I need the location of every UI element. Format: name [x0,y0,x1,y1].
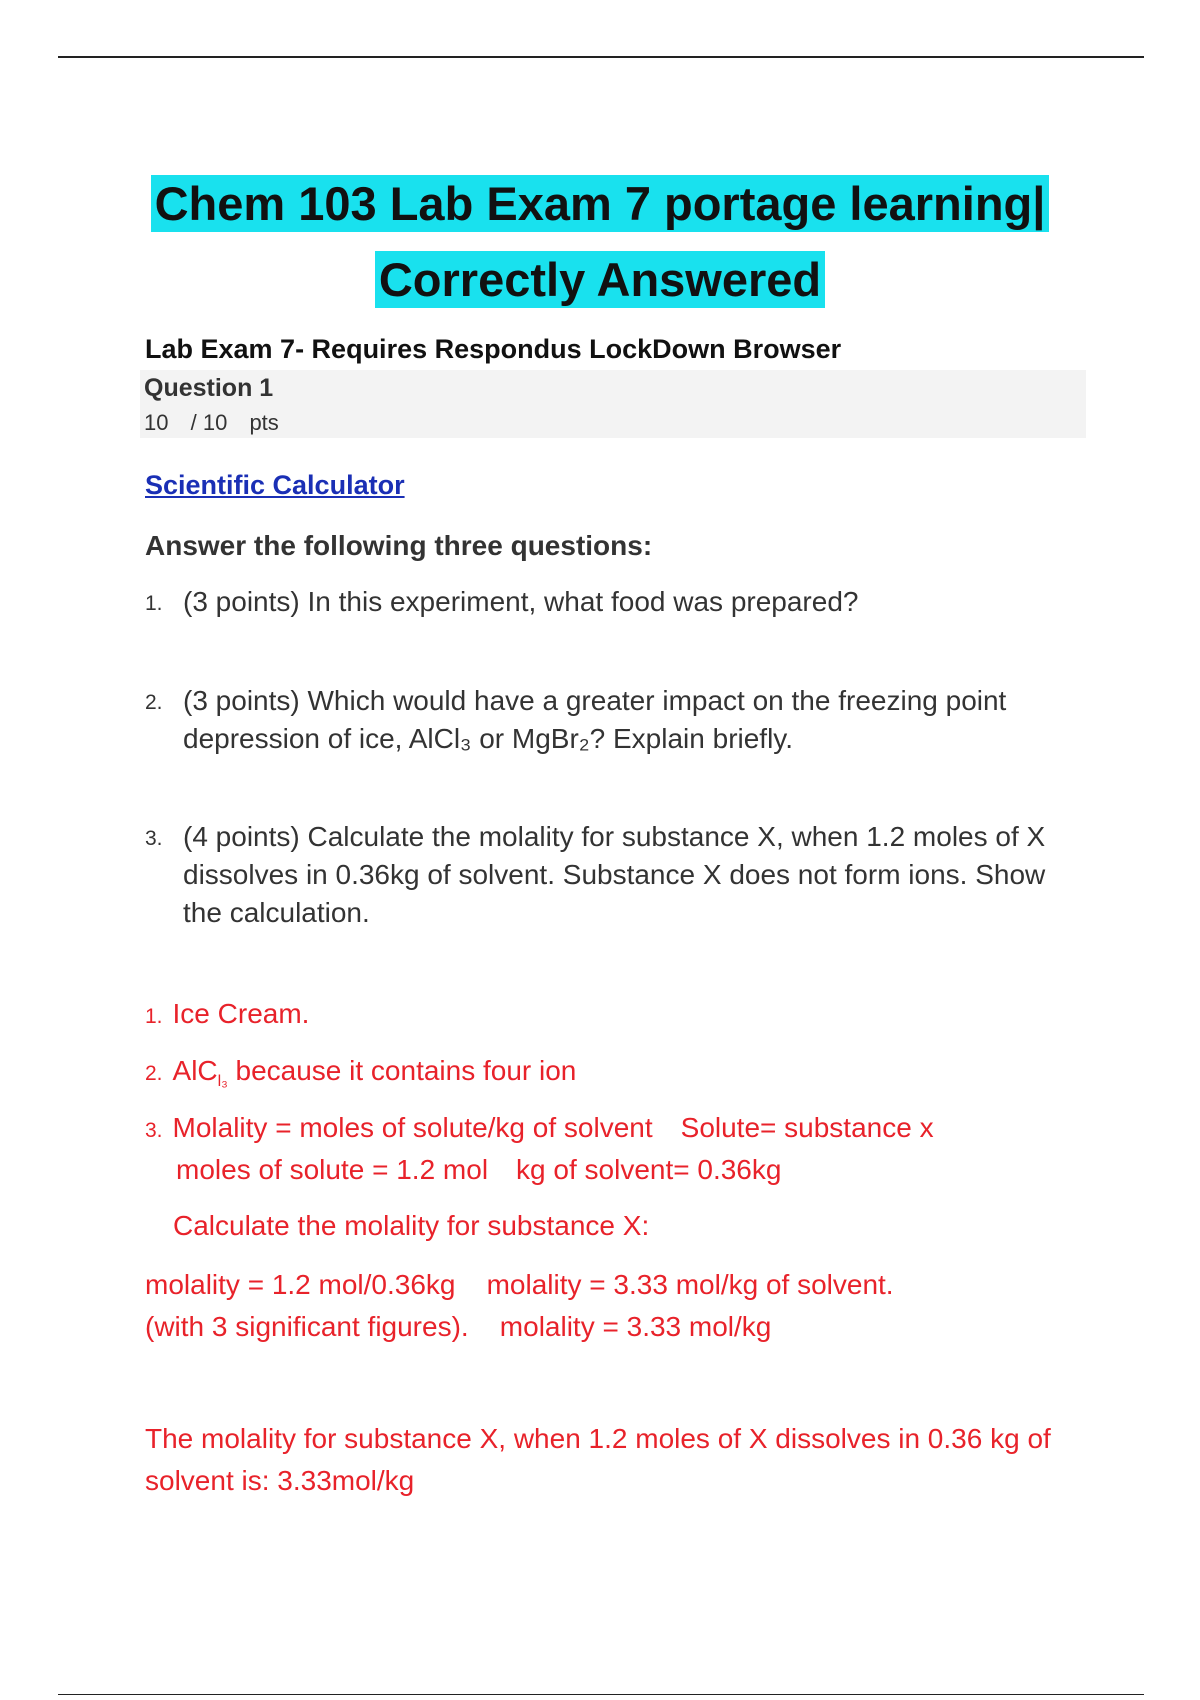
question-item-2 [145,682,1075,758]
score-total: / 10 [190,410,228,435]
answer-text: because it contains four ion [227,1055,577,1086]
question-text: (3 points) Which would have a greater impact on the freezing point depression of ice, AlCl₃ or MgBr₂? Explain briefly. [183,685,1007,754]
answer-3-line1 [145,1108,934,1151]
question-text: (3 points) In this experiment, what food was prepared? [183,586,859,617]
answer-2 [145,1051,576,1096]
question-item-3 [145,818,1075,932]
scientific-calculator-link[interactable]: Scientific Calculator [145,470,405,500]
answer-solute: Solute= substance x [680,1112,934,1143]
answer-formula: Molality = moles of solute/kg of solvent [172,1112,653,1143]
answer-3-line3: Calculate the molality for substance X: [173,1210,650,1241]
top-rule [58,56,1144,58]
question-number: 3. [145,827,163,850]
answer-3-line2 [176,1150,781,1190]
answer-number: 1. [145,1005,163,1028]
answer-3-conclusion: The molality for substance X, when 1.2 moles of X dissolves in 0.36 kg of solvent is: 3.33mol/kg [145,1423,1051,1496]
question-label: Question 1 [144,374,274,402]
answer-moles: moles of solute = 1.2 mol [176,1154,489,1185]
answer-glyph: l₃ [217,1073,228,1090]
bottom-rule [58,1694,1144,1695]
score-value: 10 [144,410,169,435]
exam-subtitle: Lab Exam 7- Requires Respondus LockDown Browser [145,334,842,364]
answer-text: Ice Cream. [172,998,310,1029]
instructions-heading: Answer the following three questions: [145,530,653,561]
answer-number: 3. [145,1119,163,1142]
question-score [144,410,295,436]
answer-number: 2. [145,1062,163,1085]
question-number: 1. [145,592,163,615]
answer-prefix: AlC [172,1055,218,1086]
answer-kg: kg of solvent= 0.36kg [516,1154,782,1185]
document-title-line2: Correctly Answered [0,244,1200,316]
document-title-line1: Chem 103 Lab Exam 7 portage learning| [0,168,1200,240]
answer-1 [145,994,309,1037]
score-unit: pts [249,410,279,435]
question-number: 2. [145,691,163,714]
question-text: (4 points) Calculate the molality for substance X, when 1.2 moles of X dissolves in 0.36kg of solvent. Substance X does not form ions. Show the calculation. [183,821,1046,928]
question-item-1 [145,583,1075,621]
answer-3-calculation: molality = 1.2 mol/0.36kg molality = 3.33 mol/kg of solvent. (with 3 significant figures). molality = 3.33 mol/kg [145,1269,902,1342]
question-header [140,370,1086,438]
